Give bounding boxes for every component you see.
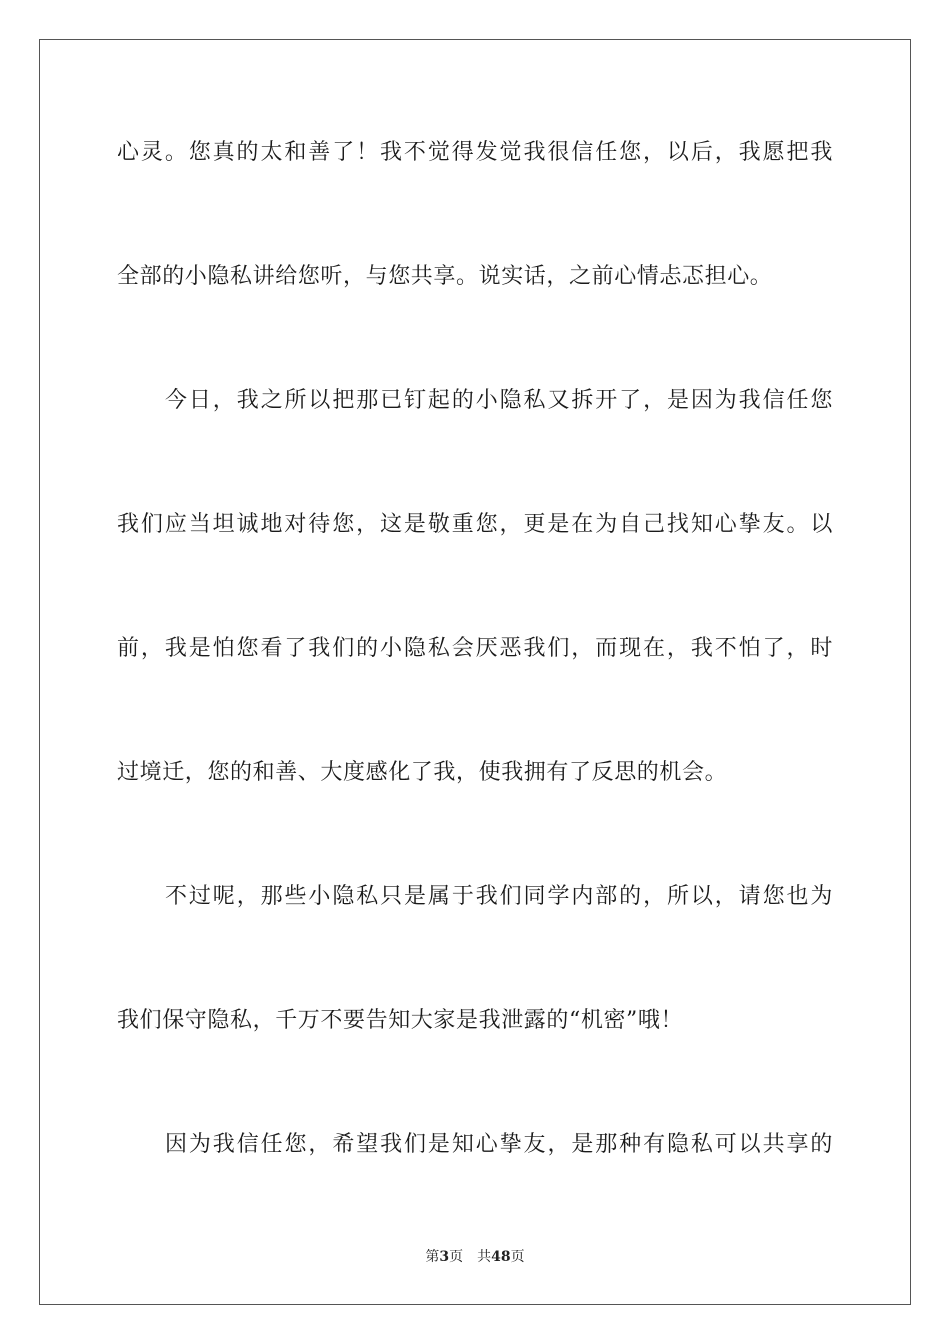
body-line-7: 不过呢，那些小隐私只是属于我们同学内部的，所以，请您也为 <box>165 884 833 909</box>
body-line-6: 过境迁，您的和善、大度感化了我，使我拥有了反思的机会。 <box>117 760 728 785</box>
footer-total-suffix: 页 <box>510 1249 525 1265</box>
footer-total-prefix: 共 <box>477 1249 492 1265</box>
body-line-2: 全部的小隐私讲给您听，与您共享。说实话，之前心情忐忑担心。 <box>117 264 773 289</box>
page-footer <box>0 1247 950 1267</box>
body-line-3: 今日，我之所以把那已钉起的小隐私又拆开了，是因为我信任您 <box>165 388 833 413</box>
page-border <box>39 39 911 1305</box>
body-line-4: 我们应当坦诚地对待您，这是敬重您，更是在为自己找知心挚友。以 <box>117 512 833 537</box>
footer-page-prefix: 第 <box>425 1249 440 1265</box>
footer-total-pages: 48 <box>491 1249 511 1265</box>
body-line-1: 心灵。您真的太和善了！我不觉得发觉我很信任您，以后，我愿把我 <box>117 140 833 165</box>
body-line-9: 因为我信任您，希望我们是知心挚友，是那种有隐私可以共享的 <box>165 1132 833 1157</box>
footer-page-suffix: 页 <box>449 1249 464 1265</box>
body-line-8: 我们保守隐私，千万不要告知大家是我泄露的“机密”哦！ <box>117 1008 684 1033</box>
footer-page-number: 3 <box>439 1249 450 1265</box>
body-line-5: 前，我是怕您看了我们的小隐私会厌恶我们，而现在，我不怕了，时 <box>117 636 833 661</box>
